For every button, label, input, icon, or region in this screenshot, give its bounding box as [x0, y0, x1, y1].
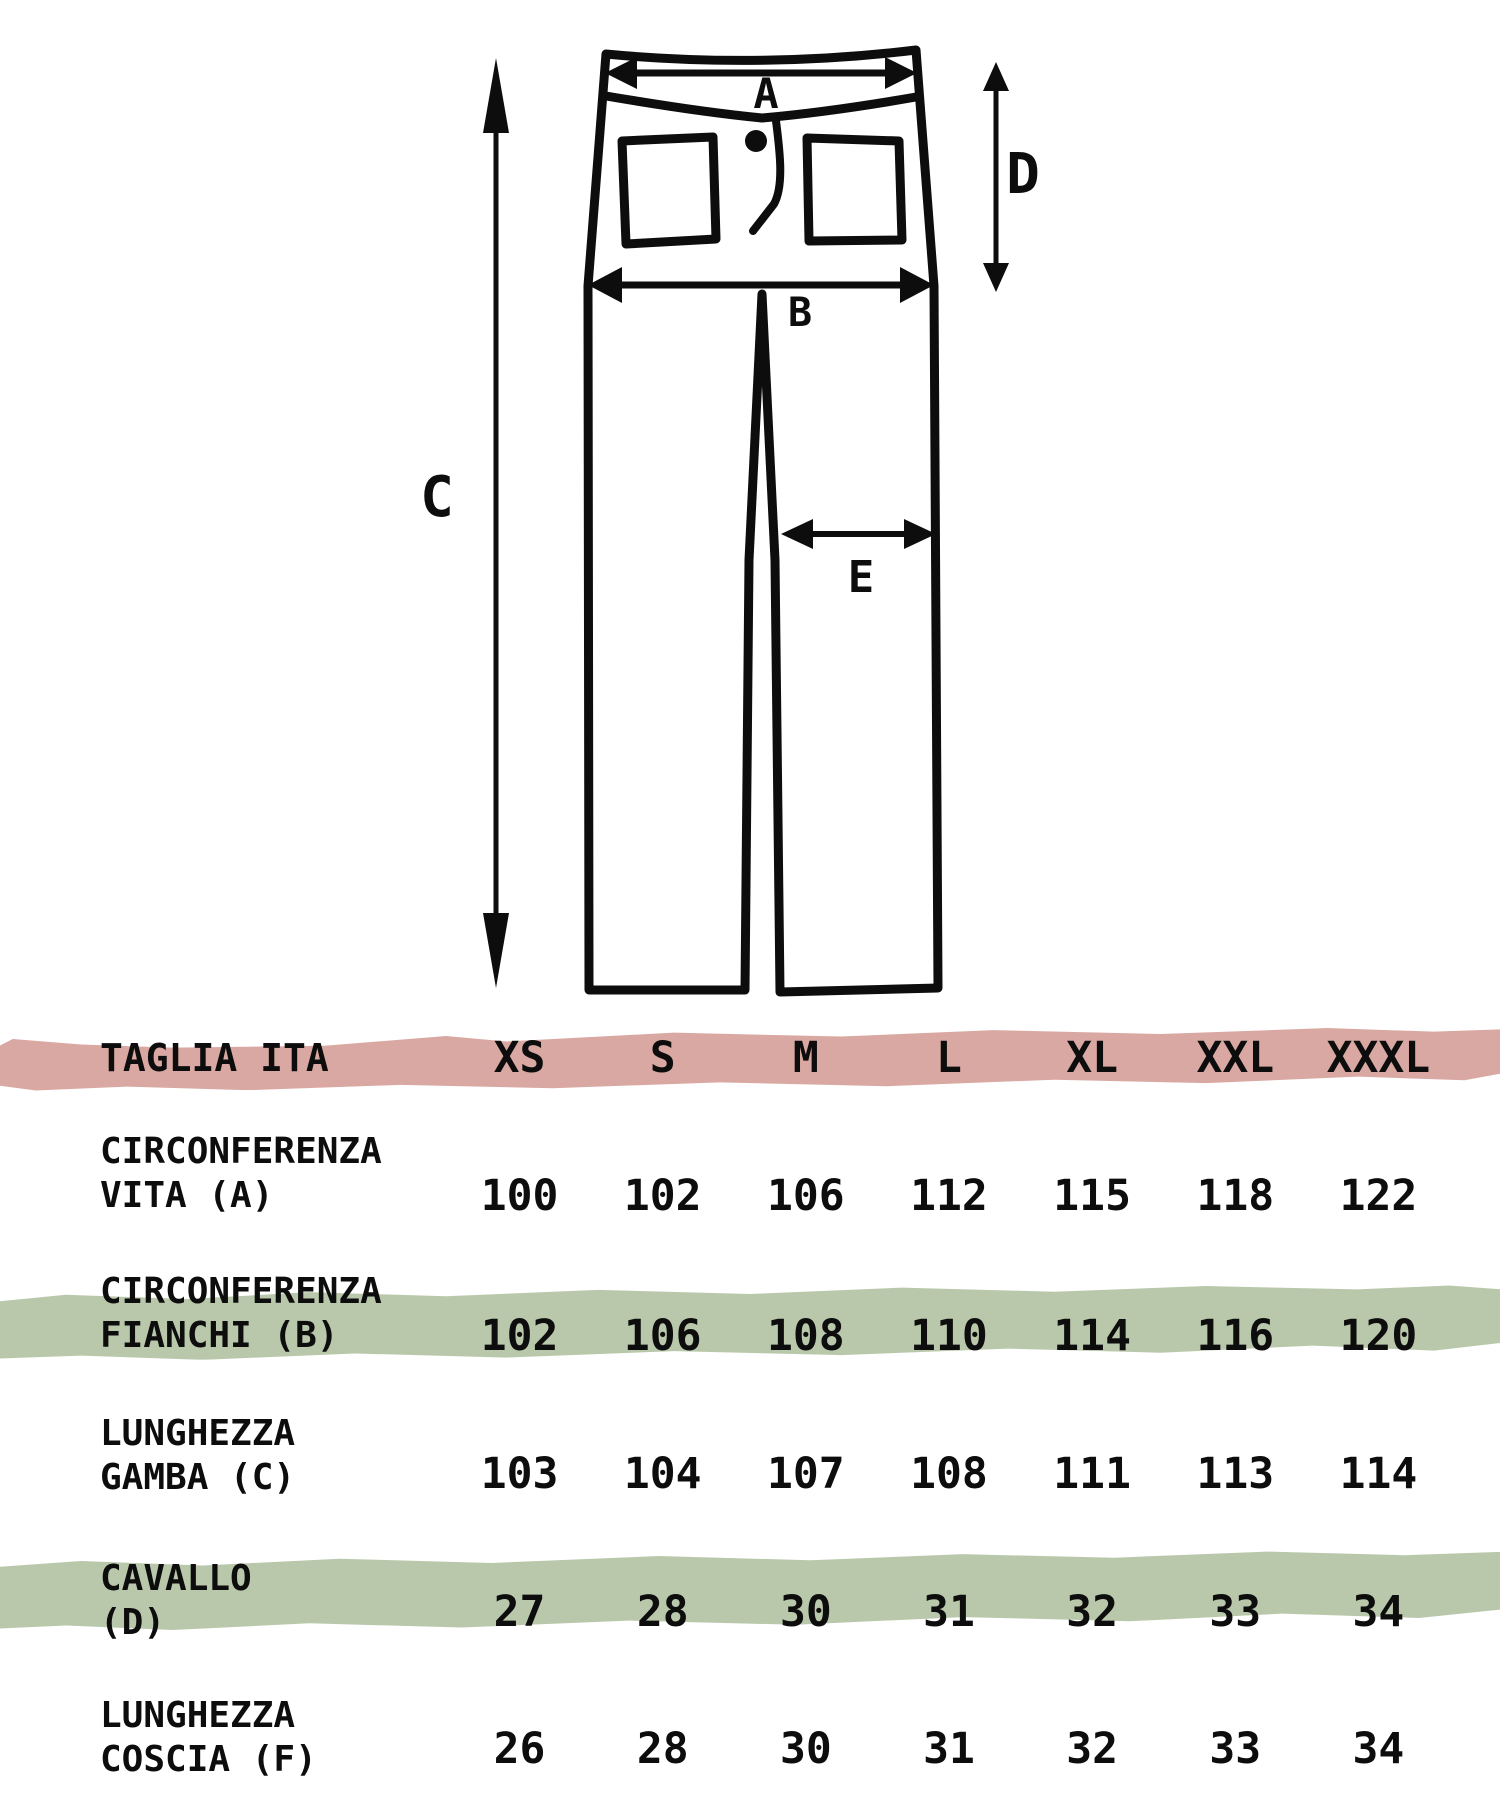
cell-value: 32	[1066, 1587, 1119, 1637]
cell-value: 103	[480, 1449, 559, 1499]
row-label: LUNGHEZZA GAMBA (C)	[100, 1413, 296, 1498]
table-row-vita	[0, 1130, 1500, 1221]
cell-value: 30	[779, 1724, 832, 1774]
arrow-d-rise	[983, 62, 1009, 292]
cell-value: 28	[636, 1587, 689, 1637]
cell-value: 106	[623, 1311, 702, 1361]
cell-value: 110	[910, 1311, 988, 1361]
cell-value: 102	[623, 1171, 702, 1221]
button-icon	[745, 130, 767, 152]
table-row-fianchi	[0, 1270, 1500, 1361]
pocket-right	[807, 138, 902, 241]
label-c-leg-length: C	[420, 465, 454, 530]
cell-value: 28	[636, 1724, 689, 1774]
label-e-thigh: E	[847, 552, 875, 603]
cell-value: 27	[493, 1587, 546, 1637]
cell-value: 108	[910, 1449, 988, 1499]
row-label: LUNGHEZZA COSCIA (F)	[100, 1695, 317, 1780]
cell-value: 106	[767, 1171, 845, 1221]
cell-value: 30	[779, 1587, 832, 1637]
cell-value: 31	[923, 1724, 975, 1774]
cell-value: 102	[480, 1311, 559, 1361]
cell-value: 116	[1196, 1311, 1275, 1361]
table-row-cavallo	[0, 1557, 1500, 1645]
cell-value: 34	[1352, 1724, 1405, 1774]
size-column-header-xs: XS	[493, 1033, 546, 1083]
cell-value: 31	[923, 1587, 975, 1637]
size-column-header-s: S	[649, 1033, 676, 1083]
row-label: CIRCONFERENZA FIANCHI (B)	[100, 1271, 382, 1356]
cell-value: 26	[493, 1724, 546, 1774]
cell-value: 115	[1053, 1171, 1131, 1221]
cell-value: 122	[1339, 1171, 1418, 1221]
cell-value: 34	[1352, 1587, 1405, 1637]
cell-value: 104	[623, 1449, 702, 1499]
arrow-e-thigh	[781, 519, 936, 549]
cell-value: 100	[480, 1171, 559, 1221]
cell-value: 113	[1196, 1449, 1275, 1499]
size-column-header-xl: XL	[1066, 1033, 1119, 1083]
size-column-header-l: L	[936, 1033, 962, 1083]
cell-value: 108	[767, 1311, 845, 1361]
arrow-c-leg-length	[483, 58, 509, 988]
cell-value: 107	[767, 1449, 845, 1499]
cell-value: 120	[1339, 1311, 1418, 1361]
cell-value: 32	[1066, 1724, 1119, 1774]
size-column-header-xxxl: XXXL	[1326, 1033, 1431, 1083]
cell-value: 112	[910, 1171, 988, 1221]
cell-value: 118	[1196, 1171, 1275, 1221]
table-row-coscia	[0, 1694, 1500, 1782]
cell-value: 33	[1209, 1724, 1262, 1774]
pocket-left	[622, 137, 716, 244]
size-column-header-m: M	[792, 1033, 819, 1083]
row-label: CAVALLO (D)	[100, 1558, 252, 1643]
cell-value: 111	[1053, 1449, 1131, 1499]
size-column-header-xxl: XXL	[1196, 1033, 1275, 1083]
cell-value: 114	[1339, 1449, 1418, 1499]
label-b-hip: B	[787, 290, 813, 336]
table-header-row	[0, 1034, 1500, 1082]
table-row-gamba	[0, 1412, 1500, 1500]
label-d-rise: D	[1006, 142, 1040, 207]
cell-value: 33	[1209, 1587, 1262, 1637]
table-title: TAGLIA ITA	[100, 1036, 329, 1080]
row-label: CIRCONFERENZA VITA (A)	[100, 1131, 382, 1216]
cell-value: 114	[1053, 1311, 1131, 1361]
label-a-waist: A	[753, 69, 779, 118]
pants-outline	[588, 50, 938, 992]
